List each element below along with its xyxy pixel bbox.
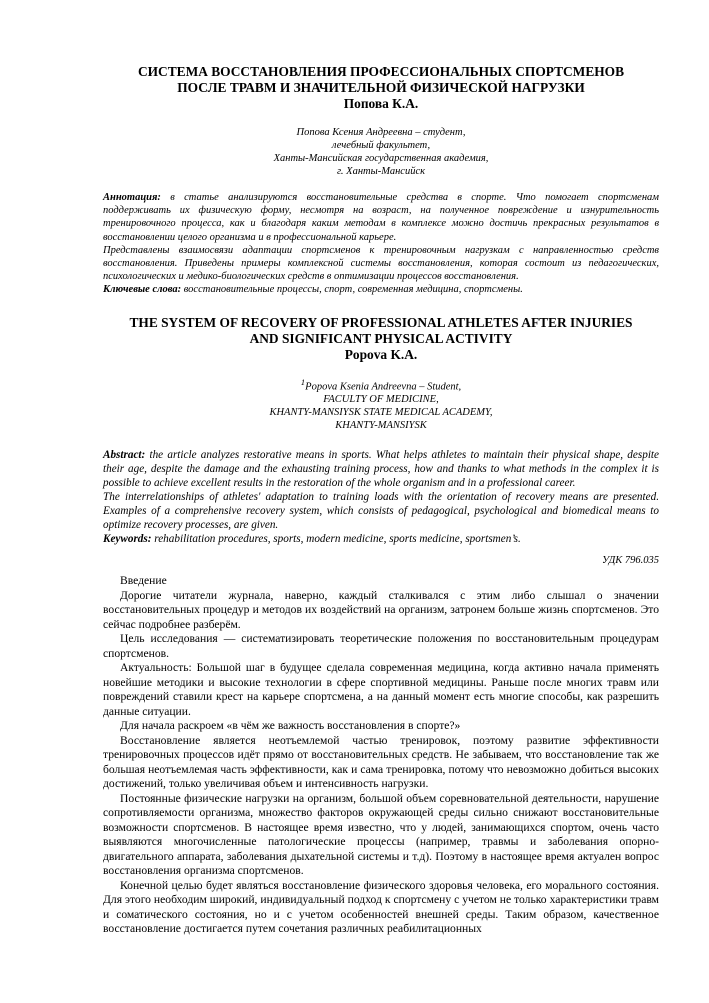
en-affiliation-name: Popova Ksenia Andreevna – Student, xyxy=(305,381,462,393)
en-affiliation xyxy=(103,376,659,433)
ru-abstract-text: в статье анализируются восстановительные средства в спорте. Что помогает спортсменам поддерживать их физическую форму, несмотря на возраст, на полученное повреждение и изнурительность тренировочного процесса, как и благодаря каким методам в комплексе можно достичь прекрасных результатов в восстановлении целого организма и в профессиональной карьере. xyxy=(103,192,659,243)
en-abstract-text: the article analyzes restorative means in sports. What helps athletes to maintain their physical shape, despite their age, despite the damage and the exhausting training process, how and thanks to what methods in the complex it is possible to achieve excellent results in the restoration of the whole organism and in a professional career. xyxy=(103,449,659,490)
ru-affiliation-line: Ханты-Мансийская государственная академия, xyxy=(273,153,489,164)
ru-affiliation-line: г. Ханты-Мансийск xyxy=(336,166,426,177)
en-abstract-paragraph-2: The interrelationships of athletes' adaptation to training loads with the orientation of recovery means are presented. Examples of a comprehensive recovery system, which consists of pedagogical, psychological and biomedical means to optimize recovery processes, are given. xyxy=(103,491,659,532)
body-paragraph: Восстановление является неотъемлемой частью тренировок, поэтому развитие эффективности тренировочных процессов идёт прямо от восстановительных средств. Не забываем, что восстановление так же большая неотъемлемая часть эффективности, как и сама тренировка, потому что невозможно добиться высоких достижений, только увеличивая объем и интенсивность нагрузки. xyxy=(103,733,659,791)
en-title xyxy=(103,315,659,347)
article-body xyxy=(103,574,659,937)
body-paragraph: Актуальность: Большой шаг в будущее сделала современная медицина, когда активно начала применять новейшие методики и высокие технологии в сфере спортивной медицины. Раньше после многих травм или повреждений ставили крест на карьере спортсмена, а на данный момент есть многие способы, как разрешить данные ситуации. xyxy=(103,661,659,718)
udk-code: УДК 796.035 xyxy=(601,555,659,567)
ru-affiliation xyxy=(103,126,659,178)
ru-title xyxy=(103,64,659,96)
ru-abstract-paragraph-2: Представлены взаимосвязи адаптации спортсменов к тренировочным нагрузкам с направленностью средств восстановления. Приведены примеры комплексной системы восстановления, которая состоит из педагогических, психологических и медико-биологических средств в оптимизации процессов восстановления. xyxy=(103,244,659,283)
ru-title-line-1: СИСТЕМА ВОССТАНОВЛЕНИЯ ПРОФЕССИОНАЛЬНЫХ СПОРТСМЕНОВ xyxy=(137,64,625,79)
ru-keywords-label: Ключевые слова: xyxy=(103,284,182,296)
en-affiliation-line xyxy=(103,376,659,394)
en-title-line-2: AND SIGNIFICANT PHYSICAL ACTIVITY xyxy=(249,330,513,346)
en-affiliation-line: FACULTY OF MEDICINE, xyxy=(323,394,439,406)
en-affiliation-line: KHANTY-MANSIYSK xyxy=(335,420,427,432)
en-author: Popova K.A. xyxy=(344,346,418,362)
ru-keywords-text: восстановительные процессы, спорт, современная медицина, спортсмены. xyxy=(181,284,523,296)
ru-abstract-paragraph xyxy=(103,191,659,244)
body-paragraph: Дорогие читатели журнала, наверно, каждый сталкивался с этим либо слышал о значении восстановительных процедур и методов их воздействий на организм, затронем больше жизнь спортсменов. Это сейчас подробнее разберём. xyxy=(103,588,659,631)
en-keywords-text: rehabilitation procedures, sports, modern medicine, sports medicine, sportsmen’s. xyxy=(151,533,521,546)
en-affiliation-line: KHANTY-MANSIYSK STATE MEDICAL ACADEMY, xyxy=(269,407,493,419)
body-paragraph: Постоянные физические нагрузки на организм, большой объем соревновательной деятельности, нарушение сопротивляемости организма, множество факторов окружающей среды сильно снижают восстановительные возможности спортсменов. В настоящее время известно, что у людей, занимающихся спортом, очень часто выявляются многочисленные патологические процессы (например, травмы и заболевания опорно-двигательного аппарата, заболевания дыхательной системы и т.д). Поэтому в настоящее время актуален вопрос восстановления организма спортсменов. xyxy=(103,791,659,878)
body-paragraph: Конечной целью будет являться восстановление физического здоровья человека, его морального состояния. Для этого необходим широкий, индивидуальный подход к спортсмену с учетом не только характеристики травм и соматического состояния, но и с учетом особенностей внешней среды. Таким образом, качественное восстановление достигается путем сочетания различных реабилитационных xyxy=(103,878,659,936)
ru-affiliation-line: лечебный факультет, xyxy=(331,140,431,151)
en-abstract xyxy=(103,448,659,546)
ru-abstract-label: Аннотация: xyxy=(103,192,161,203)
en-abstract-label: Abstract: xyxy=(103,449,146,462)
body-paragraph: Для начала раскроем «в чём же важность восстановления в спорте?» xyxy=(120,719,461,733)
ru-author: Попова К.А. xyxy=(343,96,419,111)
ru-title-line-2: ПОСЛЕ ТРАВМ И ЗНАЧИТЕЛЬНОЙ ФИЗИЧЕСКОЙ НАГРУЗКИ xyxy=(177,80,585,95)
ru-affiliation-line: Попова Ксения Андреевна – студент, xyxy=(296,127,466,138)
article-page xyxy=(103,64,659,937)
en-keywords-label: Keywords: xyxy=(103,533,152,546)
en-keywords xyxy=(103,532,659,546)
section-heading: Введение xyxy=(120,574,167,588)
en-abstract-paragraph xyxy=(103,448,659,490)
affiliation-superscript: 1 xyxy=(300,376,306,387)
body-paragraph: Цель исследования — систематизировать теоретические положения по восстановительным процедурам спортсменов. xyxy=(103,632,659,660)
ru-keywords xyxy=(103,283,659,296)
ru-abstract xyxy=(103,191,659,297)
en-title-line-1: THE SYSTEM OF RECOVERY OF PROFESSIONAL ATHLETES AFTER INJURIES xyxy=(129,314,633,330)
